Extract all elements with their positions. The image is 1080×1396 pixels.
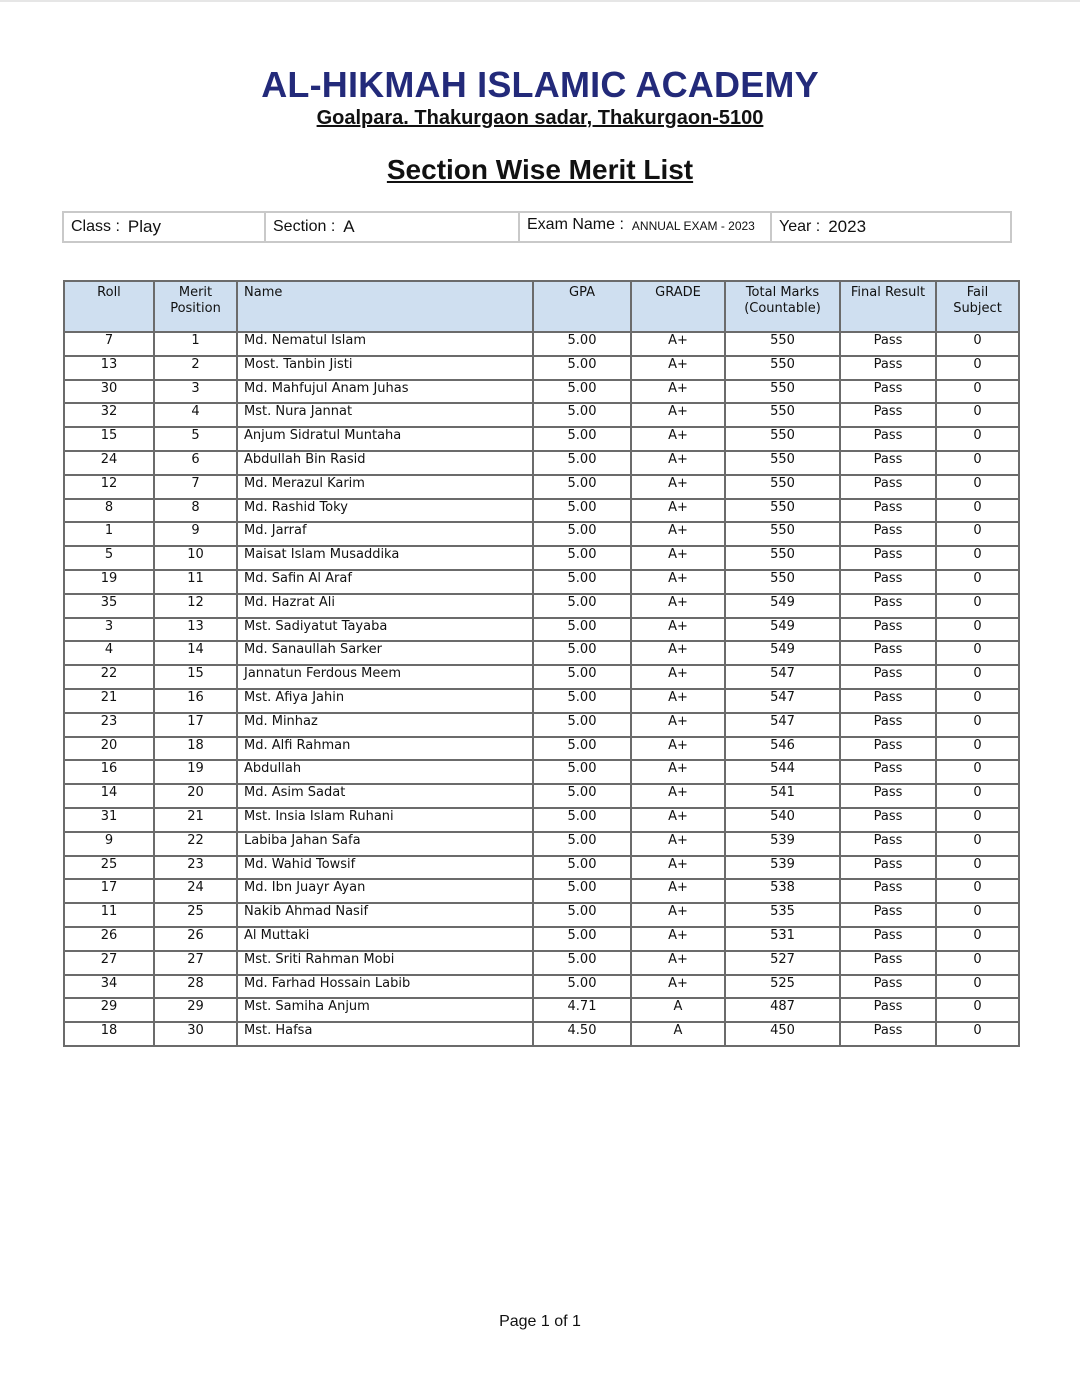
cell-merit-position: 25 [154, 903, 237, 927]
cell-final-result: Pass [840, 998, 936, 1022]
cell-roll: 35 [64, 594, 154, 618]
cell-merit-position: 22 [154, 832, 237, 856]
table-row [64, 641, 1019, 665]
cell-name: Md. Ibn Juayr Ayan [237, 879, 533, 903]
cell-total-marks: 550 [725, 427, 840, 451]
cell-gpa: 5.00 [533, 332, 631, 356]
cell-roll: 3 [64, 618, 154, 642]
merit-table-body [64, 332, 1019, 1046]
exam-name-label: Exam Name : [527, 216, 624, 233]
cell-grade: A+ [631, 903, 725, 927]
cell-merit-position: 10 [154, 546, 237, 570]
cell-fail-subject: 0 [936, 522, 1019, 546]
cell-grade: A+ [631, 737, 725, 761]
cell-merit-position: 3 [154, 380, 237, 404]
cell-roll: 20 [64, 737, 154, 761]
cell-final-result: Pass [840, 927, 936, 951]
cell-fail-subject: 0 [936, 451, 1019, 475]
cell-total-marks: 531 [725, 927, 840, 951]
cell-grade: A+ [631, 332, 725, 356]
cell-total-marks: 550 [725, 546, 840, 570]
cell-fail-subject: 0 [936, 737, 1019, 761]
cell-grade: A+ [631, 356, 725, 380]
cell-final-result: Pass [840, 856, 936, 880]
table-row [64, 689, 1019, 713]
cell-name: Mst. Afiya Jahin [237, 689, 533, 713]
cell-grade: A+ [631, 380, 725, 404]
cell-grade: A+ [631, 927, 725, 951]
table-row [64, 356, 1019, 380]
cell-name: Al Muttaki [237, 927, 533, 951]
cell-fail-subject: 0 [936, 332, 1019, 356]
cell-gpa: 5.00 [533, 499, 631, 523]
cell-total-marks: 550 [725, 570, 840, 594]
cell-roll: 30 [64, 380, 154, 404]
table-row [64, 475, 1019, 499]
cell-fail-subject: 0 [936, 1022, 1019, 1046]
cell-roll: 24 [64, 451, 154, 475]
cell-name: Maisat Islam Musaddika [237, 546, 533, 570]
cell-total-marks: 550 [725, 499, 840, 523]
cell-merit-position: 20 [154, 784, 237, 808]
header-fail-subject: Fail Subject [936, 281, 1019, 332]
cell-name: Md. Safin Al Araf [237, 570, 533, 594]
cell-name: Md. Alfi Rahman [237, 737, 533, 761]
cell-name: Md. Asim Sadat [237, 784, 533, 808]
header-merit-position: Merit Position [154, 281, 237, 332]
cell-fail-subject: 0 [936, 856, 1019, 880]
cell-final-result: Pass [840, 594, 936, 618]
cell-final-result: Pass [840, 689, 936, 713]
table-row [64, 713, 1019, 737]
cell-grade: A+ [631, 618, 725, 642]
cell-name: Nakib Ahmad Nasif [237, 903, 533, 927]
class-field [64, 213, 266, 241]
cell-roll: 7 [64, 332, 154, 356]
cell-merit-position: 28 [154, 975, 237, 999]
cell-fail-subject: 0 [936, 927, 1019, 951]
cell-merit-position: 2 [154, 356, 237, 380]
table-row [64, 570, 1019, 594]
cell-grade: A [631, 998, 725, 1022]
year-value: 2023 [828, 217, 867, 236]
cell-total-marks: 547 [725, 713, 840, 737]
cell-merit-position: 17 [154, 713, 237, 737]
cell-final-result: Pass [840, 380, 936, 404]
cell-fail-subject: 0 [936, 998, 1019, 1022]
cell-gpa: 5.00 [533, 784, 631, 808]
table-row [64, 951, 1019, 975]
cell-name: Md. Farhad Hossain Labib [237, 975, 533, 999]
cell-merit-position: 5 [154, 427, 237, 451]
cell-final-result: Pass [840, 879, 936, 903]
cell-name: Mst. Insia Islam Ruhani [237, 808, 533, 832]
cell-merit-position: 13 [154, 618, 237, 642]
table-row [64, 451, 1019, 475]
cell-grade: A+ [631, 808, 725, 832]
table-row [64, 998, 1019, 1022]
cell-gpa: 5.00 [533, 475, 631, 499]
cell-roll: 23 [64, 713, 154, 737]
cell-total-marks: 539 [725, 832, 840, 856]
cell-gpa: 5.00 [533, 618, 631, 642]
cell-roll: 21 [64, 689, 154, 713]
cell-grade: A+ [631, 975, 725, 999]
year-label: Year : [779, 218, 821, 235]
cell-roll: 16 [64, 760, 154, 784]
cell-roll: 12 [64, 475, 154, 499]
cell-name: Md. Nematul Islam [237, 332, 533, 356]
year-field [772, 213, 1010, 241]
cell-merit-position: 9 [154, 522, 237, 546]
cell-total-marks: 550 [725, 475, 840, 499]
table-row [64, 499, 1019, 523]
cell-total-marks: 550 [725, 522, 840, 546]
cell-name: Md. Sanaullah Sarker [237, 641, 533, 665]
header-roll: Roll [64, 281, 154, 332]
cell-roll: 4 [64, 641, 154, 665]
cell-total-marks: 541 [725, 784, 840, 808]
cell-gpa: 5.00 [533, 570, 631, 594]
cell-name: Jannatun Ferdous Meem [237, 665, 533, 689]
table-row [64, 403, 1019, 427]
cell-roll: 22 [64, 665, 154, 689]
cell-merit-position: 1 [154, 332, 237, 356]
table-row [64, 784, 1019, 808]
cell-final-result: Pass [840, 665, 936, 689]
cell-roll: 15 [64, 427, 154, 451]
cell-merit-position: 19 [154, 760, 237, 784]
cell-fail-subject: 0 [936, 403, 1019, 427]
class-value: Play [127, 217, 161, 236]
cell-gpa: 5.00 [533, 641, 631, 665]
cell-gpa: 5.00 [533, 879, 631, 903]
cell-name: Anjum Sidratul Muntaha [237, 427, 533, 451]
cell-grade: A+ [631, 713, 725, 737]
cell-roll: 13 [64, 356, 154, 380]
cell-fail-subject: 0 [936, 546, 1019, 570]
cell-name: Md. Hazrat Ali [237, 594, 533, 618]
cell-roll: 9 [64, 832, 154, 856]
cell-grade: A+ [631, 570, 725, 594]
cell-fail-subject: 0 [936, 879, 1019, 903]
cell-merit-position: 23 [154, 856, 237, 880]
section-value: A [343, 217, 355, 236]
table-row [64, 927, 1019, 951]
header-name: Name [237, 281, 533, 332]
institution-title: AL-HIKMAH ISLAMIC ACADEMY [261, 64, 819, 105]
table-row [64, 332, 1019, 356]
cell-gpa: 5.00 [533, 451, 631, 475]
cell-roll: 18 [64, 1022, 154, 1046]
cell-merit-position: 8 [154, 499, 237, 523]
cell-gpa: 5.00 [533, 427, 631, 451]
cell-merit-position: 29 [154, 998, 237, 1022]
cell-final-result: Pass [840, 499, 936, 523]
cell-fail-subject: 0 [936, 689, 1019, 713]
cell-total-marks: 525 [725, 975, 840, 999]
cell-gpa: 5.00 [533, 689, 631, 713]
cell-fail-subject: 0 [936, 641, 1019, 665]
table-row [64, 427, 1019, 451]
cell-gpa: 5.00 [533, 808, 631, 832]
table-row [64, 879, 1019, 903]
cell-total-marks: 539 [725, 856, 840, 880]
cell-roll: 27 [64, 951, 154, 975]
cell-final-result: Pass [840, 975, 936, 999]
table-row [64, 903, 1019, 927]
cell-gpa: 5.00 [533, 832, 631, 856]
cell-merit-position: 30 [154, 1022, 237, 1046]
cell-name: Mst. Sadiyatut Tayaba [237, 618, 533, 642]
cell-fail-subject: 0 [936, 832, 1019, 856]
cell-final-result: Pass [840, 784, 936, 808]
cell-gpa: 5.00 [533, 903, 631, 927]
cell-roll: 19 [64, 570, 154, 594]
cell-gpa: 5.00 [533, 951, 631, 975]
page-top-rule [0, 0, 1080, 2]
cell-fail-subject: 0 [936, 903, 1019, 927]
cell-gpa: 5.00 [533, 522, 631, 546]
cell-merit-position: 15 [154, 665, 237, 689]
cell-merit-position: 7 [154, 475, 237, 499]
cell-total-marks: 540 [725, 808, 840, 832]
table-row [64, 665, 1019, 689]
table-row [64, 594, 1019, 618]
cell-total-marks: 550 [725, 403, 840, 427]
cell-final-result: Pass [840, 546, 936, 570]
cell-final-result: Pass [840, 808, 936, 832]
cell-fail-subject: 0 [936, 951, 1019, 975]
cell-fail-subject: 0 [936, 594, 1019, 618]
cell-final-result: Pass [840, 760, 936, 784]
cell-total-marks: 550 [725, 356, 840, 380]
cell-final-result: Pass [840, 332, 936, 356]
cell-fail-subject: 0 [936, 760, 1019, 784]
cell-merit-position: 11 [154, 570, 237, 594]
table-row [64, 856, 1019, 880]
cell-total-marks: 550 [725, 380, 840, 404]
cell-final-result: Pass [840, 951, 936, 975]
cell-total-marks: 527 [725, 951, 840, 975]
cell-fail-subject: 0 [936, 808, 1019, 832]
cell-grade: A+ [631, 403, 725, 427]
cell-fail-subject: 0 [936, 975, 1019, 999]
cell-fail-subject: 0 [936, 713, 1019, 737]
cell-roll: 29 [64, 998, 154, 1022]
cell-roll: 14 [64, 784, 154, 808]
cell-roll: 32 [64, 403, 154, 427]
cell-fail-subject: 0 [936, 784, 1019, 808]
cell-roll: 26 [64, 927, 154, 951]
cell-name: Labiba Jahan Safa [237, 832, 533, 856]
cell-fail-subject: 0 [936, 665, 1019, 689]
header-total-marks: Total Marks (Countable) [725, 281, 840, 332]
cell-final-result: Pass [840, 618, 936, 642]
cell-total-marks: 544 [725, 760, 840, 784]
cell-grade: A+ [631, 475, 725, 499]
cell-fail-subject: 0 [936, 356, 1019, 380]
cell-gpa: 5.00 [533, 665, 631, 689]
institution-address: Goalpara. Thakurgaon sadar, Thakurgaon-5100 [316, 107, 764, 129]
cell-fail-subject: 0 [936, 570, 1019, 594]
cell-roll: 17 [64, 879, 154, 903]
cell-final-result: Pass [840, 903, 936, 927]
cell-name: Abdullah Bin Rasid [237, 451, 533, 475]
cell-final-result: Pass [840, 570, 936, 594]
cell-gpa: 5.00 [533, 975, 631, 999]
cell-merit-position: 27 [154, 951, 237, 975]
class-label: Class : [71, 218, 120, 235]
cell-grade: A+ [631, 546, 725, 570]
cell-gpa: 5.00 [533, 380, 631, 404]
table-row [64, 832, 1019, 856]
cell-final-result: Pass [840, 641, 936, 665]
cell-merit-position: 12 [154, 594, 237, 618]
cell-gpa: 5.00 [533, 356, 631, 380]
cell-fail-subject: 0 [936, 380, 1019, 404]
cell-grade: A+ [631, 665, 725, 689]
exam-info-bar [62, 211, 1012, 243]
cell-gpa: 5.00 [533, 737, 631, 761]
cell-grade: A+ [631, 832, 725, 856]
cell-grade: A+ [631, 499, 725, 523]
cell-name: Md. Mahfujul Anam Juhas [237, 380, 533, 404]
cell-total-marks: 550 [725, 451, 840, 475]
cell-gpa: 5.00 [533, 713, 631, 737]
exam-name-value: ANNUAL EXAM - 2023 [631, 219, 755, 233]
cell-gpa: 4.71 [533, 998, 631, 1022]
cell-total-marks: 550 [725, 332, 840, 356]
cell-final-result: Pass [840, 832, 936, 856]
cell-grade: A+ [631, 522, 725, 546]
cell-name: Mst. Sriti Rahman Mobi [237, 951, 533, 975]
cell-gpa: 5.00 [533, 760, 631, 784]
exam-name-field [520, 213, 772, 241]
cell-final-result: Pass [840, 1022, 936, 1046]
table-row [64, 522, 1019, 546]
cell-roll: 31 [64, 808, 154, 832]
cell-name: Most. Tanbin Jisti [237, 356, 533, 380]
cell-grade: A+ [631, 784, 725, 808]
header-grade: GRADE [631, 281, 725, 332]
cell-name: Mst. Hafsa [237, 1022, 533, 1046]
header-final-result: Final Result [840, 281, 936, 332]
cell-grade: A+ [631, 760, 725, 784]
cell-grade: A+ [631, 856, 725, 880]
cell-merit-position: 6 [154, 451, 237, 475]
cell-grade: A+ [631, 689, 725, 713]
cell-grade: A+ [631, 641, 725, 665]
cell-grade: A+ [631, 451, 725, 475]
cell-final-result: Pass [840, 737, 936, 761]
table-row [64, 618, 1019, 642]
cell-fail-subject: 0 [936, 475, 1019, 499]
cell-name: Md. Merazul Karim [237, 475, 533, 499]
header-gpa: GPA [533, 281, 631, 332]
cell-final-result: Pass [840, 403, 936, 427]
cell-gpa: 5.00 [533, 927, 631, 951]
cell-total-marks: 549 [725, 618, 840, 642]
table-row [64, 737, 1019, 761]
cell-roll: 1 [64, 522, 154, 546]
section-label: Section : [273, 218, 336, 235]
cell-roll: 34 [64, 975, 154, 999]
cell-total-marks: 535 [725, 903, 840, 927]
cell-total-marks: 450 [725, 1022, 840, 1046]
cell-merit-position: 16 [154, 689, 237, 713]
table-header-row [64, 281, 1019, 332]
cell-grade: A+ [631, 427, 725, 451]
cell-total-marks: 549 [725, 594, 840, 618]
table-row [64, 808, 1019, 832]
cell-name: Md. Minhaz [237, 713, 533, 737]
cell-final-result: Pass [840, 427, 936, 451]
table-row [64, 1022, 1019, 1046]
cell-gpa: 5.00 [533, 546, 631, 570]
cell-grade: A+ [631, 594, 725, 618]
cell-name: Mst. Samiha Anjum [237, 998, 533, 1022]
cell-total-marks: 487 [725, 998, 840, 1022]
section-field [266, 213, 520, 241]
cell-final-result: Pass [840, 713, 936, 737]
table-row [64, 760, 1019, 784]
cell-name: Md. Wahid Towsif [237, 856, 533, 880]
cell-merit-position: 14 [154, 641, 237, 665]
cell-gpa: 5.00 [533, 856, 631, 880]
cell-merit-position: 24 [154, 879, 237, 903]
cell-final-result: Pass [840, 451, 936, 475]
cell-grade: A [631, 1022, 725, 1046]
cell-name: Md. Rashid Toky [237, 499, 533, 523]
document-title: Section Wise Merit List [386, 154, 694, 185]
cell-roll: 11 [64, 903, 154, 927]
cell-final-result: Pass [840, 475, 936, 499]
cell-total-marks: 547 [725, 665, 840, 689]
cell-grade: A+ [631, 951, 725, 975]
cell-roll: 5 [64, 546, 154, 570]
cell-gpa: 4.50 [533, 1022, 631, 1046]
cell-fail-subject: 0 [936, 618, 1019, 642]
cell-gpa: 5.00 [533, 403, 631, 427]
cell-name: Mst. Nura Jannat [237, 403, 533, 427]
cell-name: Md. Jarraf [237, 522, 533, 546]
cell-gpa: 5.00 [533, 594, 631, 618]
cell-roll: 8 [64, 499, 154, 523]
cell-total-marks: 546 [725, 737, 840, 761]
cell-merit-position: 4 [154, 403, 237, 427]
cell-total-marks: 547 [725, 689, 840, 713]
cell-merit-position: 18 [154, 737, 237, 761]
cell-roll: 25 [64, 856, 154, 880]
cell-fail-subject: 0 [936, 499, 1019, 523]
cell-final-result: Pass [840, 522, 936, 546]
cell-merit-position: 26 [154, 927, 237, 951]
cell-final-result: Pass [840, 356, 936, 380]
merit-table [63, 280, 1020, 1047]
page-number: Page 1 of 1 [499, 1313, 581, 1330]
cell-total-marks: 538 [725, 879, 840, 903]
table-row [64, 380, 1019, 404]
cell-grade: A+ [631, 879, 725, 903]
table-row [64, 975, 1019, 999]
table-row [64, 546, 1019, 570]
cell-merit-position: 21 [154, 808, 237, 832]
cell-name: Abdullah [237, 760, 533, 784]
cell-fail-subject: 0 [936, 427, 1019, 451]
cell-total-marks: 549 [725, 641, 840, 665]
